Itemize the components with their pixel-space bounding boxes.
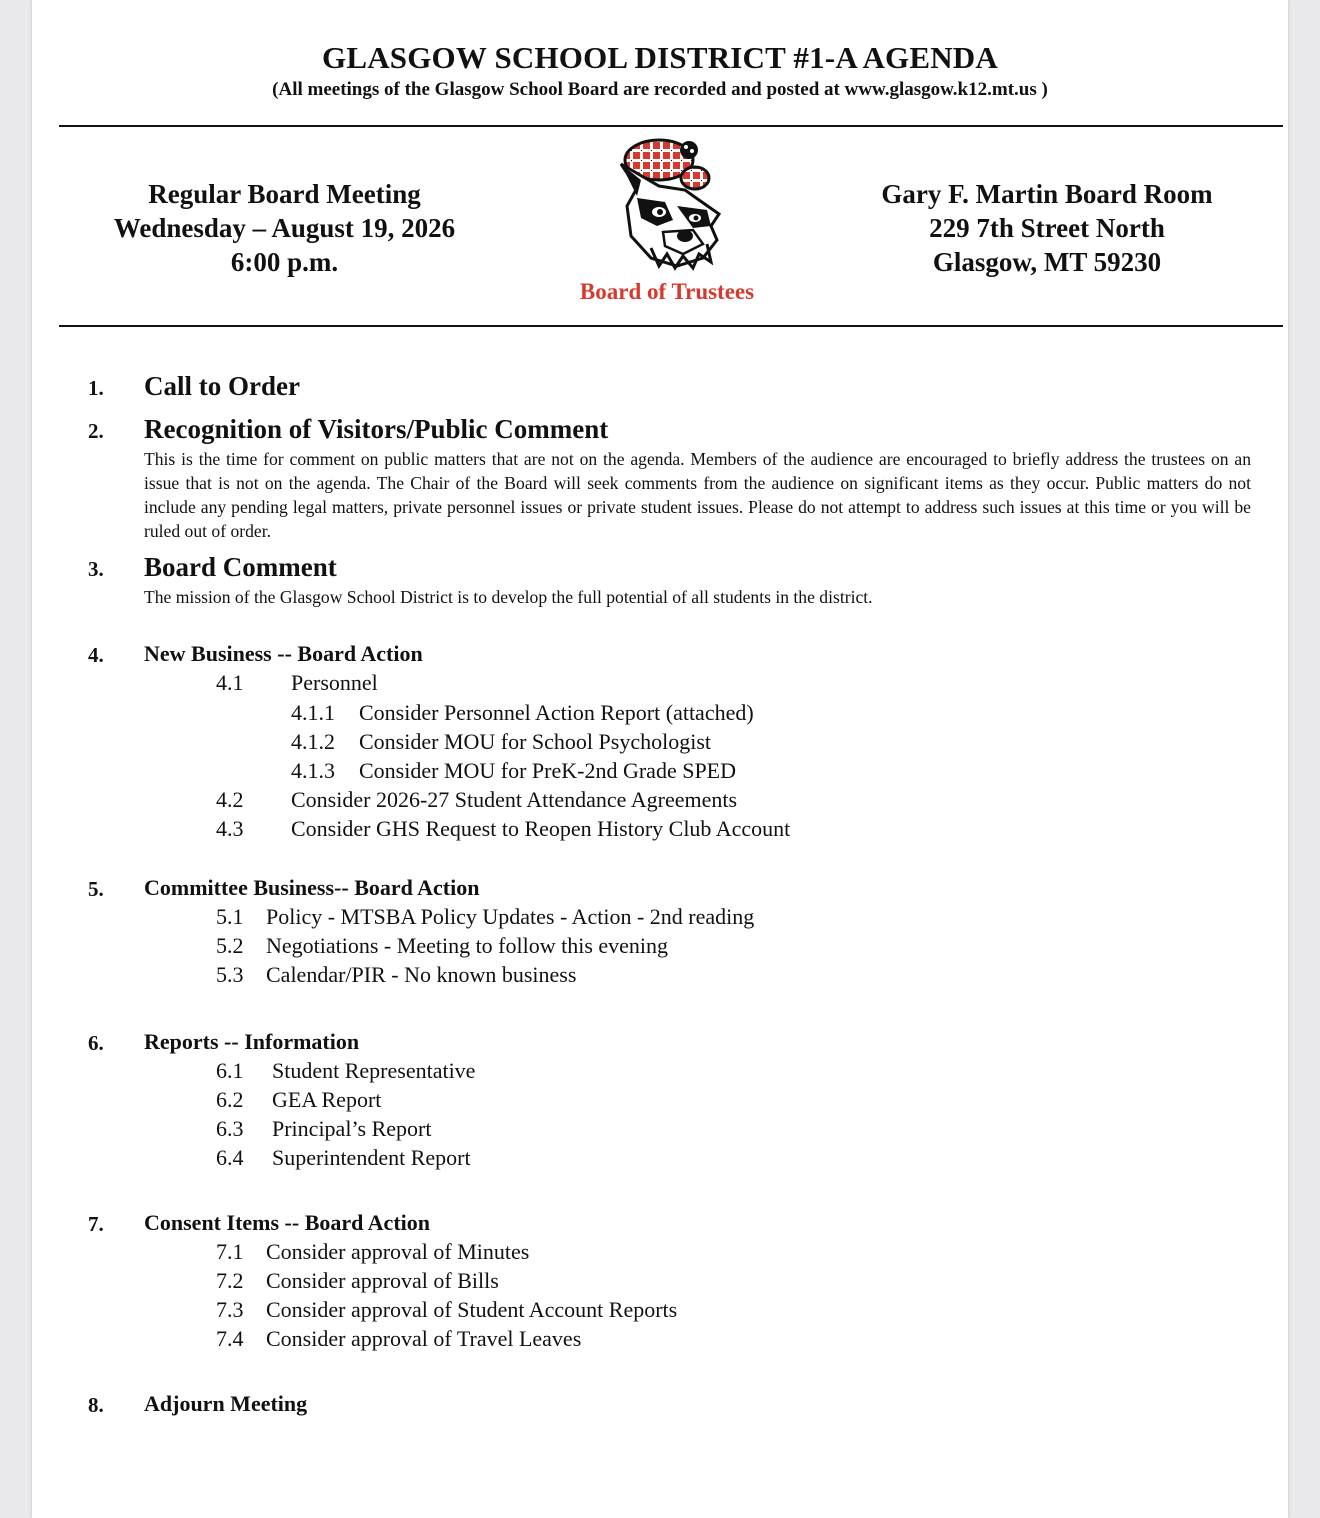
meeting-type: Regular Board Meeting bbox=[148, 179, 421, 209]
section-number: 7. bbox=[88, 1212, 104, 1236]
item-text: Calendar/PIR - No known business bbox=[266, 962, 577, 987]
item-text: Student Representative bbox=[272, 1058, 476, 1083]
section-title: New Business -- Board Action bbox=[144, 641, 423, 666]
section-number: 3. bbox=[88, 557, 104, 581]
item-text: Consider approval of Minutes bbox=[266, 1239, 530, 1264]
section-title: Adjourn Meeting bbox=[144, 1391, 308, 1416]
item-text: Consider 2026-27 Student Attendance Agreements bbox=[291, 787, 738, 812]
section-title: Consent Items -- Board Action bbox=[144, 1210, 430, 1235]
agenda-page bbox=[32, 0, 1288, 1518]
item-text: Personnel bbox=[291, 670, 378, 695]
scottie-dog-mascot-icon bbox=[607, 136, 727, 272]
item-number: 5.2 bbox=[216, 933, 244, 958]
item-text: Policy - MTSBA Policy Updates - Action - 2nd reading bbox=[266, 904, 755, 929]
section-title: Board Comment bbox=[144, 552, 337, 582]
item-text: Consider approval of Travel Leaves bbox=[266, 1326, 582, 1351]
item-number: 5.1 bbox=[216, 904, 244, 929]
item-text: GEA Report bbox=[272, 1087, 382, 1112]
item-number: 6.4 bbox=[216, 1145, 244, 1170]
section-number: 4. bbox=[88, 643, 104, 667]
item-number: 7.3 bbox=[216, 1297, 244, 1322]
venue-city: Glasgow, MT 59230 bbox=[932, 247, 1162, 277]
item-text: Consider approval of Student Account Reports bbox=[266, 1297, 678, 1322]
meeting-date: Wednesday – August 19, 2026 bbox=[113, 213, 456, 243]
item-number: 4.3 bbox=[216, 816, 244, 841]
item-number: 4.1.3 bbox=[291, 758, 335, 783]
venue-info bbox=[832, 177, 1262, 279]
mission-statement: The mission of the Glasgow School District is to develop the full potential of all students in the district. bbox=[144, 587, 873, 607]
item-number: 4.1.2 bbox=[291, 729, 335, 754]
item-text: Consider Personnel Action Report (attached) bbox=[359, 700, 754, 725]
section-number: 2. bbox=[88, 419, 104, 443]
venue-room: Gary F. Martin Board Room bbox=[881, 179, 1213, 209]
item-number: 5.3 bbox=[216, 962, 244, 987]
page-title: GLASGOW SCHOOL DISTRICT #1-A AGENDA bbox=[322, 40, 998, 75]
item-number: 4.1.1 bbox=[291, 700, 335, 725]
item-number: 6.1 bbox=[216, 1058, 244, 1083]
item-text: Negotiations - Meeting to follow this evening bbox=[266, 933, 669, 958]
section-title: Reports -- Information bbox=[144, 1029, 360, 1054]
venue-street: 229 7th Street North bbox=[929, 213, 1165, 243]
section-number: 6. bbox=[88, 1031, 104, 1055]
section-title: Recognition of Visitors/Public Comment bbox=[144, 414, 609, 444]
item-text: Principal’s Report bbox=[272, 1116, 432, 1141]
item-text: Consider MOU for PreK-2nd Grade SPED bbox=[359, 758, 737, 783]
item-number: 6.3 bbox=[216, 1116, 244, 1141]
item-text: Consider GHS Request to Reopen History Club Account bbox=[291, 816, 791, 841]
item-text: Consider approval of Bills bbox=[266, 1268, 499, 1293]
header-top-rule bbox=[59, 125, 1283, 127]
item-number: 4.2 bbox=[216, 787, 244, 812]
section-number: 5. bbox=[88, 877, 104, 901]
item-number: 7.1 bbox=[216, 1239, 244, 1264]
item-number: 7.2 bbox=[216, 1268, 244, 1293]
section-number: 8. bbox=[88, 1393, 104, 1417]
item-number: 7.4 bbox=[216, 1326, 244, 1351]
item-text: Superintendent Report bbox=[272, 1145, 471, 1170]
header-bottom-rule bbox=[59, 325, 1283, 327]
public-comment-description: This is the time for comment on public matters that are not on the agenda. Members of the audience are encouraged to briefly address the trustees on an issue that is not on the agenda. The Chair of the Board will seek comments from the audience on significant items as they occur. Public matters do not include any pending legal matters, private personnel issues or private student issues. Please do not attempt to address such issues at this time or you will be ruled out of order. bbox=[144, 449, 1251, 541]
section-title: Call to Order bbox=[144, 371, 300, 401]
page-subtitle: (All meetings of the Glasgow School Board are recorded and posted at www.glasgow.k12.mt.us ) bbox=[272, 79, 1048, 100]
meeting-time: 6:00 p.m. bbox=[230, 247, 339, 277]
item-text: Consider MOU for School Psychologist bbox=[359, 729, 711, 754]
meeting-info bbox=[72, 177, 497, 279]
section-title: Committee Business-- Board Action bbox=[144, 875, 480, 900]
item-number: 6.2 bbox=[216, 1087, 244, 1112]
board-of-trustees-label: Board of Trustees bbox=[579, 279, 755, 304]
item-number: 4.1 bbox=[216, 670, 244, 695]
section-number: 1. bbox=[88, 376, 104, 400]
